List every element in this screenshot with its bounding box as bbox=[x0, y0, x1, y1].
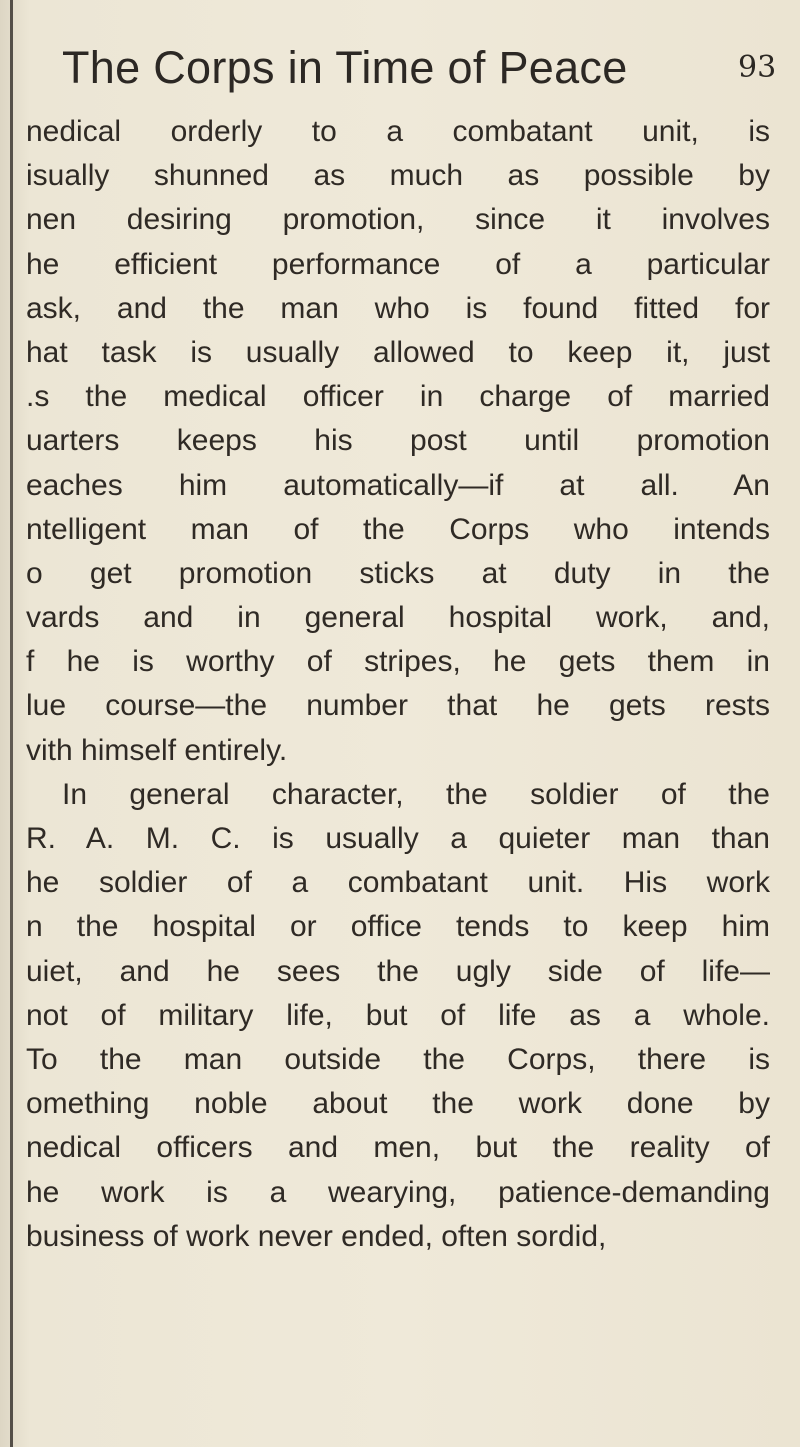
text-line: he work is a wearying, patience-demanding bbox=[26, 1175, 770, 1209]
text-line: business of work never ended, often sordid, bbox=[26, 1219, 607, 1253]
body-text bbox=[26, 110, 770, 1259]
text-line: lue course—the number that he gets rests bbox=[26, 689, 770, 723]
page-number: 93 bbox=[738, 50, 777, 85]
text-line: In general character, the soldier of the bbox=[62, 777, 770, 811]
page-header bbox=[62, 42, 777, 102]
text-line: nedical officers and men, but the reality of bbox=[26, 1131, 770, 1165]
text-line: R. A. M. C. is usually a quieter man than bbox=[26, 822, 770, 855]
text-line: ask, and the man who is found fitted for bbox=[26, 291, 770, 325]
page-gutter bbox=[0, 0, 10, 1447]
running-head: The Corps in Time of Peace bbox=[62, 42, 628, 93]
text-line: vith himself entirely. bbox=[26, 733, 288, 767]
paragraph-2 bbox=[26, 773, 770, 1259]
text-line: not of military life, but of life as a whole. bbox=[26, 998, 770, 1032]
text-line: .s the medical officer in charge of married bbox=[26, 380, 770, 414]
text-line: he soldier of a combatant unit. His work bbox=[26, 866, 770, 900]
text-line: uarters keeps his post until promotion bbox=[26, 424, 770, 458]
text-line: nedical orderly to a combatant unit, is bbox=[26, 115, 770, 148]
text-line: omething noble about the work done by bbox=[26, 1087, 770, 1121]
text-line: f he is worthy of stripes, he gets them in bbox=[26, 645, 770, 679]
text-line: eaches him automatically—if at all. An bbox=[26, 468, 770, 502]
binding-edge bbox=[10, 0, 13, 1447]
text-line: vards and in general hospital work, and, bbox=[26, 601, 770, 635]
text-line: hat task is usually allowed to keep it, just bbox=[26, 335, 770, 369]
paragraph-1 bbox=[26, 110, 770, 773]
text-line: To the man outside the Corps, there is bbox=[26, 1042, 770, 1076]
text-line: n the hospital or office tends to keep him bbox=[26, 910, 770, 944]
text-line: ntelligent man of the Corps who intends bbox=[26, 512, 770, 546]
text-line: isually shunned as much as possible by bbox=[26, 159, 770, 193]
text-line: he efficient performance of a particular bbox=[26, 247, 770, 281]
text-line: uiet, and he sees the ugly side of life— bbox=[26, 954, 770, 988]
text-line: o get promotion sticks at duty in the bbox=[26, 556, 770, 590]
text-line: nen desiring promotion, since it involves bbox=[26, 203, 770, 237]
